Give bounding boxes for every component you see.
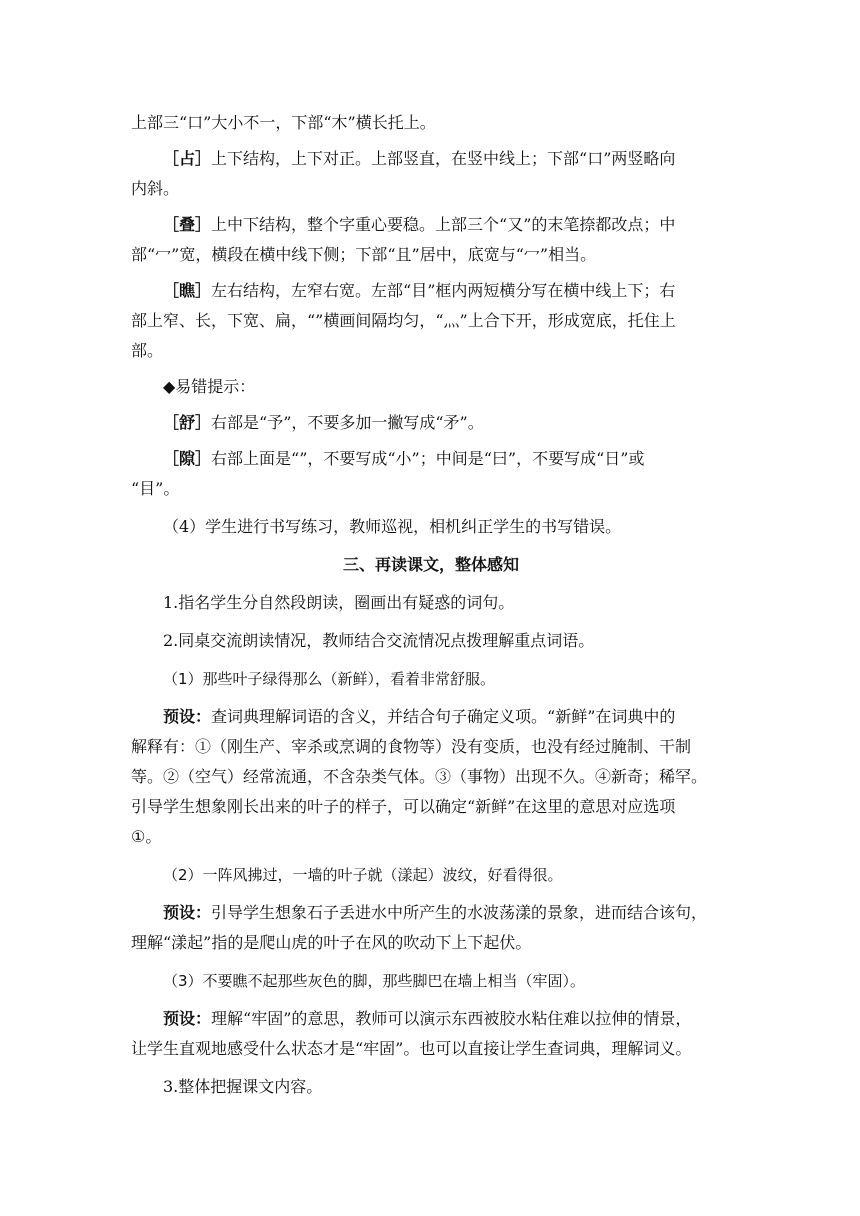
character-note-xi [131, 444, 731, 474]
character-note-text: 右部上面是“”，不要写成“小”；中间是“曰”，不要写成“日”或 [211, 449, 645, 468]
character-key: ［占］ [163, 149, 212, 168]
character-note-die [131, 210, 731, 240]
preset-label: 预设： [163, 707, 212, 726]
step-3: 3.整体把握课文内容。 [163, 1077, 323, 1096]
character-note-zhan [131, 144, 731, 174]
preset-label: 预设： [163, 903, 212, 922]
paragraph-line: 引导学生想象刚长出来的叶子的样子，可以确定“新鲜”在这里的意思对应选项 [131, 797, 676, 816]
preset-paragraph-3 [131, 1004, 731, 1034]
example-sentence-1: （1）那些叶子绿得那么（新鲜），看着非常舒服。 [163, 670, 496, 688]
preset-paragraph-2 [131, 898, 731, 928]
paragraph-line: 部上窄、长，下宽、扁，“”横画间隔均匀，“灬”上合下开，形成宽底，托住上 [131, 311, 676, 330]
preset-label: 预设： [163, 1009, 212, 1028]
paragraph-line: ①。 [131, 827, 162, 846]
preset-text: 引导学生想象石子丢进水中所产生的水波荡漾的景象，进而结合该句， [211, 903, 708, 922]
preset-text: 理解“牢固”的意思，教师可以演示东西被胶水粘住难以拉伸的情景， [211, 1009, 692, 1028]
paragraph-line: 让学生直观地感受什么状态才是“牢固”。也可以直接让学生查词典，理解词义。 [131, 1039, 692, 1058]
paragraph-line: （4）学生进行书写练习，教师巡视，相机纠正学生的书写错误。 [163, 517, 622, 536]
example-sentence-2: （2）一阵风拂过，一墙的叶子就（漾起）波纹，好看得很。 [163, 866, 563, 884]
document-page [131, 108, 731, 1102]
example-sentence-3: （3）不要瞧不起那些灰色的脚，那些脚巴在墙上相当（牢固）。 [163, 972, 586, 990]
character-key: ［叠］ [163, 215, 212, 234]
paragraph-line: “目”。 [131, 479, 180, 498]
character-key: ［舒］ [163, 413, 212, 432]
paragraph-line: 部“冖”宽，横段在横中线下侧；下部“且”居中，底宽与“冖”相当。 [131, 245, 597, 264]
character-key: ［隙］ [163, 449, 212, 468]
section-heading: 三、再读课文，整体感知 [342, 555, 519, 574]
paragraph-line: 理解“漾起”指的是爬山虎的叶子在风的吹动下上下起伏。 [131, 933, 532, 952]
character-note-text: 上下结构，上下对正。上部竖直，在竖中线上；下部“口”两竖略向 [211, 149, 676, 168]
paragraph-line: 部。 [131, 341, 164, 360]
step-2: 2.同桌交流朗读情况，教师结合交流情况点拨理解重点词语。 [163, 631, 595, 650]
character-note-qiao [131, 276, 731, 306]
character-note-text: 右部是“予”，不要多加一撇写成“矛”。 [211, 413, 484, 432]
paragraph-line: 解释有：①（刚生产、宰杀或烹调的食物等）没有变质，也没有经过腌制、干制 [131, 737, 692, 756]
step-1: 1.指名学生分自然段朗读，圈画出有疑惑的词句。 [163, 593, 515, 612]
character-note-text: 左右结构，左窄右宽。左部“目”框内两短横分写在横中线上下；右 [211, 281, 676, 300]
preset-paragraph-1 [131, 702, 731, 732]
error-tip-label: ◆易错提示： [163, 377, 256, 396]
character-note-text: 上中下结构，整个字重心要稳。上部三个“又”的末笔捺都改点；中 [211, 215, 676, 234]
paragraph-line: 上部三“口”大小不一，下部“木”横长托上。 [131, 113, 436, 132]
paragraph-line: 内斜。 [131, 179, 180, 198]
preset-text: 查词典理解词语的含义，并结合句子确定义项。“新鲜”在词典中的 [211, 707, 676, 726]
paragraph-line: 等。②（空气）经常流通，不含杂类气体。③（事物）出现不久。④新奇；稀罕。 [131, 767, 708, 786]
character-key: ［瞧］ [163, 281, 212, 300]
character-note-shu [131, 408, 731, 438]
